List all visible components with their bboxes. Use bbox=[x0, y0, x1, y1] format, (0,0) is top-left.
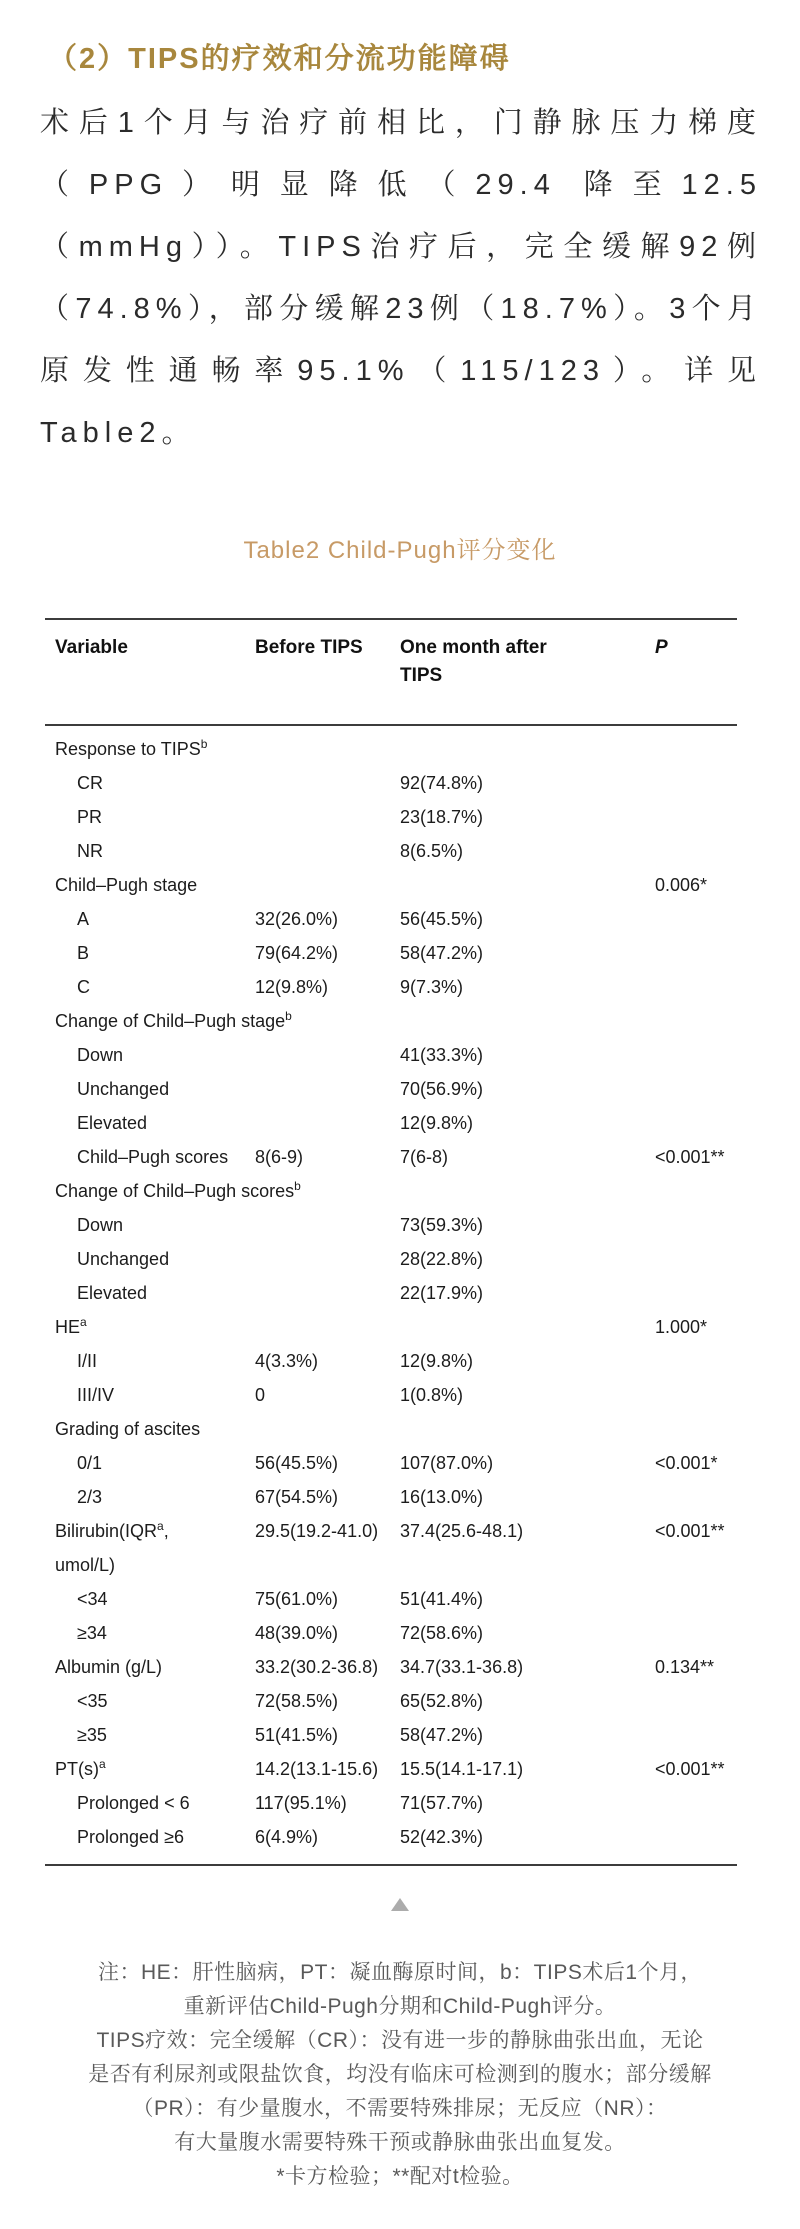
cell-p-value bbox=[655, 970, 737, 1004]
cell-variable: A bbox=[77, 909, 90, 929]
table-row bbox=[45, 1752, 737, 1786]
cell-variable: Down bbox=[77, 1215, 124, 1235]
cell-variable: I/II bbox=[77, 1351, 98, 1371]
cell-variable: <35 bbox=[77, 1691, 108, 1711]
cell-before-tips bbox=[255, 1310, 400, 1344]
cell-one-month-after-tips bbox=[400, 1004, 655, 1038]
cell-p-value: 0.134** bbox=[655, 1657, 715, 1677]
table-row bbox=[45, 834, 737, 868]
cell-before-tips: 75(61.0%) bbox=[255, 1589, 339, 1609]
cell-variable: Unchanged bbox=[77, 1079, 170, 1099]
table-row bbox=[45, 766, 737, 800]
cell-p-value bbox=[655, 1480, 737, 1514]
column-header-variable: Variable bbox=[55, 637, 128, 658]
cell-one-month-after-tips: 9(7.3%) bbox=[400, 977, 464, 997]
table-row bbox=[45, 1446, 737, 1480]
cell-one-month-after-tips: 15.5(14.1-17.1) bbox=[400, 1759, 524, 1779]
cell-one-month-after-tips: 16(13.0%) bbox=[400, 1487, 484, 1507]
cell-variable: PR bbox=[77, 807, 103, 827]
cell-variable: 0/1 bbox=[77, 1453, 103, 1473]
cell-before-tips bbox=[255, 1208, 400, 1242]
cell-p-value bbox=[655, 1004, 737, 1038]
cell-one-month-after-tips: 52(42.3%) bbox=[400, 1827, 484, 1847]
cell-one-month-after-tips: 72(58.6%) bbox=[400, 1623, 484, 1643]
table-row bbox=[45, 1820, 737, 1854]
table-row bbox=[45, 1072, 737, 1106]
cell-one-month-after-tips: 12(9.8%) bbox=[400, 1351, 474, 1371]
cell-before-tips bbox=[255, 766, 400, 800]
cell-before-tips: 8(6-9) bbox=[255, 1147, 304, 1167]
child-pugh-table bbox=[45, 618, 737, 1866]
cell-before-tips: 4(3.3%) bbox=[255, 1351, 319, 1371]
table-row bbox=[45, 1616, 737, 1650]
cell-before-tips bbox=[255, 1038, 400, 1072]
table-header-row bbox=[45, 620, 737, 726]
table-row bbox=[45, 1174, 737, 1208]
cell-variable: Unchanged bbox=[77, 1249, 170, 1269]
cell-one-month-after-tips: 34.7(33.1-36.8) bbox=[400, 1657, 524, 1677]
table-row bbox=[45, 1718, 737, 1752]
cell-variable: Bilirubin(IQR$^a$, umol/L) bbox=[55, 1519, 169, 1575]
cell-before-tips: 12(9.8%) bbox=[255, 977, 329, 997]
cell-before-tips bbox=[255, 1072, 400, 1106]
cell-p-value: <0.001** bbox=[655, 1759, 725, 1779]
table-row bbox=[45, 1276, 737, 1310]
cell-variable: B bbox=[77, 943, 90, 963]
table-title: Table2 Child-Pugh评分变化 bbox=[243, 537, 557, 564]
cell-one-month-after-tips: 7(6-8) bbox=[400, 1147, 449, 1167]
table-row bbox=[45, 1378, 737, 1412]
cell-variable: Response to TIPS$^b$ bbox=[55, 737, 208, 759]
cell-variable: $HE^a$ bbox=[55, 1315, 87, 1337]
cell-p-value bbox=[655, 1820, 737, 1854]
cell-one-month-after-tips: 58(47.2%) bbox=[400, 1725, 484, 1745]
cell-variable: NR bbox=[77, 841, 103, 861]
table-row bbox=[45, 1514, 737, 1582]
cell-p-value bbox=[655, 1208, 737, 1242]
cell-one-month-after-tips: 65(52.8%) bbox=[400, 1691, 484, 1711]
column-header-before-tips: Before TIPS bbox=[255, 637, 363, 658]
cell-variable: ≥34 bbox=[77, 1623, 107, 1643]
table-row bbox=[45, 1140, 737, 1174]
cell-p-value bbox=[655, 834, 737, 868]
cell-before-tips: 29.5(19.2-41.0) bbox=[255, 1521, 379, 1541]
cell-variable: ≥35 bbox=[77, 1725, 107, 1745]
cell-p-value bbox=[655, 1038, 737, 1072]
cell-one-month-after-tips: 41(33.3%) bbox=[400, 1045, 484, 1065]
cell-before-tips: 72(58.5%) bbox=[255, 1691, 339, 1711]
cell-before-tips bbox=[255, 868, 400, 902]
cell-one-month-after-tips bbox=[400, 1174, 655, 1208]
cell-p-value bbox=[655, 1684, 737, 1718]
cell-variable: Grading of ascites bbox=[55, 1419, 201, 1439]
cell-variable: Albumin (g/L) bbox=[55, 1657, 163, 1677]
cell-one-month-after-tips bbox=[400, 1412, 655, 1446]
footnote-line: *卡方检验；**配对t检验。 bbox=[276, 2165, 524, 2188]
table-row bbox=[45, 1106, 737, 1140]
table-row bbox=[45, 1004, 737, 1038]
table-row bbox=[45, 1650, 737, 1684]
cell-one-month-after-tips: 37.4(25.6-48.1) bbox=[400, 1521, 524, 1541]
table-row bbox=[45, 936, 737, 970]
cell-variable: Child–Pugh stage bbox=[55, 875, 198, 895]
table-row bbox=[45, 800, 737, 834]
footnote-line: 重新评估Child-Pugh分期和Child-Pugh评分。 bbox=[183, 1995, 617, 2018]
table-body bbox=[45, 726, 737, 1864]
cell-variable: CR bbox=[77, 773, 103, 793]
cell-one-month-after-tips: 12(9.8%) bbox=[400, 1113, 474, 1133]
cell-before-tips bbox=[255, 1242, 400, 1276]
cell-before-tips bbox=[255, 834, 400, 868]
cell-p-value: 0.006* bbox=[655, 875, 708, 895]
cell-before-tips: 51(41.5%) bbox=[255, 1725, 339, 1745]
cell-p-value bbox=[655, 1276, 737, 1310]
table-row bbox=[45, 902, 737, 936]
cell-p-value bbox=[655, 1174, 737, 1208]
cell-p-value: <0.001** bbox=[655, 1147, 725, 1167]
cell-variable: C bbox=[77, 977, 90, 997]
cell-p-value bbox=[655, 1072, 737, 1106]
cell-p-value bbox=[655, 766, 737, 800]
cell-before-tips: 56(45.5%) bbox=[255, 1453, 339, 1473]
cell-p-value bbox=[655, 1718, 737, 1752]
cell-one-month-after-tips: 58(47.2%) bbox=[400, 943, 484, 963]
cell-p-value bbox=[655, 1616, 737, 1650]
cell-before-tips bbox=[255, 1174, 400, 1208]
cell-before-tips: 32(26.0%) bbox=[255, 909, 339, 929]
collapse-triangle-icon bbox=[391, 1898, 409, 1911]
cell-one-month-after-tips bbox=[400, 732, 655, 766]
table-row bbox=[45, 868, 737, 902]
cell-before-tips: 117(95.1%) bbox=[255, 1793, 347, 1813]
cell-before-tips: 33.2(30.2-36.8) bbox=[255, 1657, 379, 1677]
column-header-p-value: P bbox=[655, 637, 668, 658]
footnote-line: 注：HE：肝性脑病，PT：凝血酶原时间，b：TIPS术后1个月， bbox=[97, 1961, 703, 1984]
cell-variable: 2/3 bbox=[77, 1487, 103, 1507]
cell-variable: $PT(s)^a$ bbox=[55, 1757, 106, 1779]
table-row bbox=[45, 1208, 737, 1242]
table-row bbox=[45, 1038, 737, 1072]
cell-one-month-after-tips bbox=[400, 868, 655, 902]
cell-one-month-after-tips: 22(17.9%) bbox=[400, 1283, 484, 1303]
cell-one-month-after-tips: 23(18.7%) bbox=[400, 807, 484, 827]
table-row bbox=[45, 1412, 737, 1446]
cell-p-value bbox=[655, 1344, 737, 1378]
cell-one-month-after-tips: 28(22.8%) bbox=[400, 1249, 484, 1269]
table-row bbox=[45, 732, 737, 766]
footnote-line: TIPS疗效：完全缓解（CR）：没有进一步的静脉曲张出血，无论 bbox=[96, 2029, 704, 2052]
cell-variable: Child–Pugh scores bbox=[77, 1147, 229, 1167]
cell-one-month-after-tips: 107(87.0%) bbox=[400, 1453, 494, 1473]
cell-variable: Elevated bbox=[77, 1283, 148, 1303]
cell-before-tips: 48(39.0%) bbox=[255, 1623, 339, 1643]
cell-before-tips: 79(64.2%) bbox=[255, 943, 339, 963]
cell-p-value bbox=[655, 902, 737, 936]
cell-variable: Change of Child–Pugh scores$^b$ bbox=[55, 1179, 301, 1201]
column-header-one-month-after-tips: One month after TIPS bbox=[400, 637, 547, 686]
cell-variable: Prolonged < 6 bbox=[77, 1793, 190, 1813]
table-row bbox=[45, 1242, 737, 1276]
table-row bbox=[45, 970, 737, 1004]
cell-p-value bbox=[655, 1412, 737, 1446]
table-row bbox=[45, 1684, 737, 1718]
cell-p-value bbox=[655, 800, 737, 834]
cell-before-tips bbox=[255, 732, 400, 766]
cell-one-month-after-tips: 51(41.4%) bbox=[400, 1589, 484, 1609]
footnotes bbox=[0, 1956, 800, 2194]
cell-one-month-after-tips: 56(45.5%) bbox=[400, 909, 484, 929]
cell-variable: Prolonged ≥6 bbox=[77, 1827, 184, 1847]
table-row bbox=[45, 1310, 737, 1344]
table-row bbox=[45, 1344, 737, 1378]
cell-one-month-after-tips: 73(59.3%) bbox=[400, 1215, 484, 1235]
table-row bbox=[45, 1582, 737, 1616]
cell-before-tips bbox=[255, 1106, 400, 1140]
footnote-line: 有大量腹水需要特殊干预或静脉曲张出血复发。 bbox=[174, 2131, 626, 2154]
cell-p-value bbox=[655, 732, 737, 766]
cell-p-value bbox=[655, 1786, 737, 1820]
cell-before-tips: 6(4.9%) bbox=[255, 1827, 319, 1847]
cell-before-tips bbox=[255, 1004, 400, 1038]
table-row bbox=[45, 1480, 737, 1514]
footnote-line: （PR）：有少量腹水，不需要特殊排尿；无反应（NR）： bbox=[132, 2097, 668, 2120]
cell-one-month-after-tips: 70(56.9%) bbox=[400, 1079, 484, 1099]
footnote-line: 是否有利尿剂或限盐饮食，均没有临床可检测到的腹水；部分缓解 bbox=[88, 2063, 712, 2086]
cell-one-month-after-tips: 8(6.5%) bbox=[400, 841, 464, 861]
cell-before-tips bbox=[255, 1276, 400, 1310]
cell-before-tips: 67(54.5%) bbox=[255, 1487, 339, 1507]
cell-p-value bbox=[655, 1378, 737, 1412]
section-heading: （2）TIPS的疗效和分流功能障碍 bbox=[48, 43, 511, 75]
cell-one-month-after-tips bbox=[400, 1310, 655, 1344]
cell-variable: III/IV bbox=[77, 1385, 115, 1405]
cell-p-value: <0.001* bbox=[655, 1453, 718, 1473]
cell-before-tips bbox=[255, 800, 400, 834]
cell-variable: Down bbox=[77, 1045, 124, 1065]
cell-one-month-after-tips: 1(0.8%) bbox=[400, 1385, 464, 1405]
cell-one-month-after-tips: 71(57.7%) bbox=[400, 1793, 484, 1813]
cell-before-tips: 0 bbox=[255, 1385, 266, 1405]
cell-before-tips bbox=[255, 1412, 400, 1446]
cell-p-value bbox=[655, 1582, 737, 1616]
cell-variable: Change of Child–Pugh stage$^b$ bbox=[55, 1009, 292, 1031]
cell-p-value bbox=[655, 1106, 737, 1140]
cell-variable: <34 bbox=[77, 1589, 108, 1609]
cell-variable: Elevated bbox=[77, 1113, 148, 1133]
cell-p-value bbox=[655, 1242, 737, 1276]
cell-p-value bbox=[655, 936, 737, 970]
cell-one-month-after-tips: 92(74.8%) bbox=[400, 773, 484, 793]
table-row bbox=[45, 1786, 737, 1820]
cell-before-tips: 14.2(13.1-15.6) bbox=[255, 1759, 379, 1779]
body-paragraph: 术后1个月与治疗前相比，门静脉压力梯度（PPG）明显降低（29.4 降至12.5 （mmHg））。TIPS治疗后，完全缓解92例（74.8%），部分缓解23例（18.7%）。3个月原发性通畅率95.1%（115/123）。详见Table2。 bbox=[40, 107, 762, 449]
cell-p-value: <0.001** bbox=[655, 1521, 725, 1541]
cell-p-value: 1.000* bbox=[655, 1317, 708, 1337]
